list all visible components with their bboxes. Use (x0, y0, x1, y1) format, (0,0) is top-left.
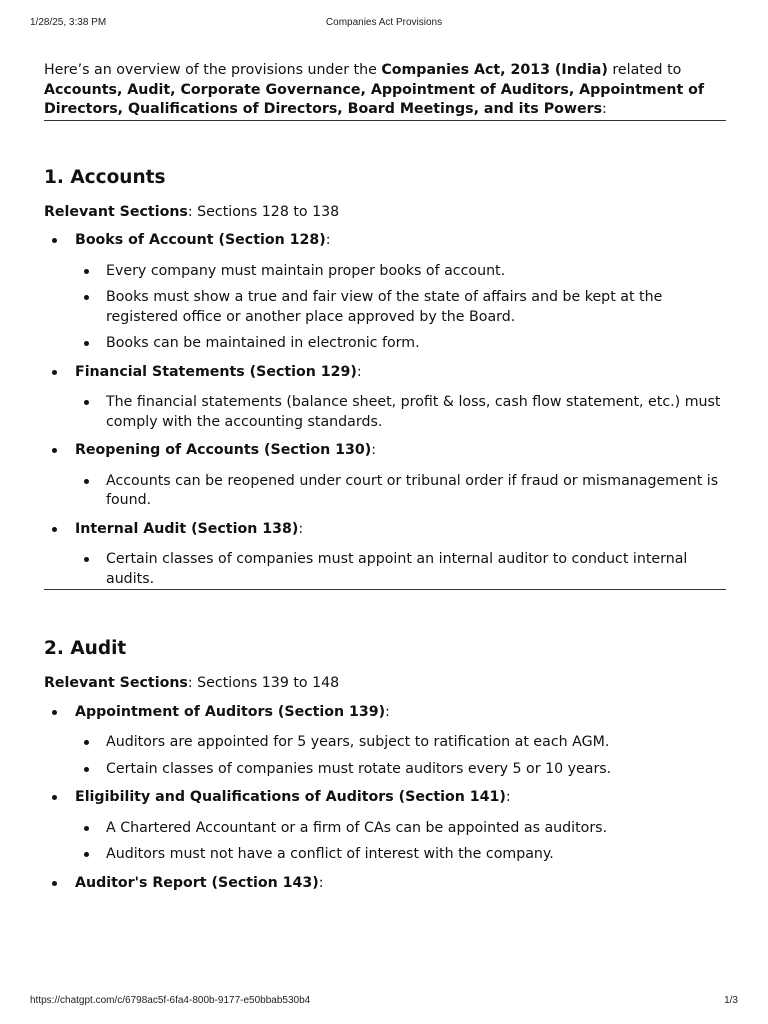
item-colon: : (385, 703, 390, 720)
item-colon: : (318, 874, 324, 891)
section-divider (44, 120, 726, 121)
sub-list (75, 393, 726, 432)
sub-list (75, 819, 726, 865)
intro-paragraph (44, 61, 726, 120)
item-title: Auditor's Report (Section 143) (75, 874, 319, 891)
section-heading-audit: 2. Audit (44, 638, 127, 659)
list-item (44, 363, 726, 433)
list-item (44, 231, 726, 354)
item-title: Financial Statements (Section 129) (75, 363, 357, 380)
item-colon: : (356, 363, 362, 380)
sub-list (75, 733, 726, 779)
section-divider (44, 589, 726, 590)
list-item: Every company must maintain proper books of account. (75, 262, 726, 282)
list-item: Auditors are appointed for 5 years, subject to ratification at each AGM. (75, 733, 726, 753)
list-item (44, 441, 726, 511)
list-item: Certain classes of companies must appoint an internal auditor to conduct internal audits. (75, 550, 726, 589)
print-footer (30, 995, 738, 1009)
audit-list (44, 703, 726, 894)
print-header (30, 17, 738, 31)
list-item: Books can be maintained in electronic form. (75, 334, 726, 354)
page-number: 1/3 (724, 995, 738, 1006)
item-colon: : (325, 232, 331, 248)
item-title: Appointment of Auditors (Section 139) (75, 703, 386, 720)
accounts-list (44, 231, 726, 589)
section-heading-accounts: 1. Accounts (44, 166, 166, 188)
list-item: Certain classes of companies must rotate auditors every 5 or 10 years. (75, 760, 726, 780)
item-title: Reopening of Accounts (Section 130) (75, 442, 372, 458)
list-item: Books must show a true and fair view of the state of affairs and be kept at the registered office or another place approved by the Board. (75, 288, 726, 327)
document-content (44, 61, 726, 893)
list-item (44, 874, 726, 894)
sub-list (75, 472, 726, 511)
relevant-value: : Sections 139 to 148 (187, 675, 340, 691)
sub-list (75, 550, 726, 589)
item-colon: : (371, 442, 377, 458)
relevant-value: : Sections 128 to 138 (187, 203, 340, 220)
intro-prefix: Here’s an overview of the provisions under the (44, 62, 382, 78)
intro-middle: related to (607, 62, 682, 78)
list-item: The financial statements (balance sheet, profit & loss, cash flow statement, etc.) must comply with the accounting standards. (75, 393, 726, 432)
list-item: A Chartered Accountant or a firm of CAs can be appointed as auditors. (75, 819, 726, 839)
list-item: Accounts can be reopened under court or tribunal order if fraud or mismanagement is found. (75, 472, 726, 511)
intro-suffix: : (602, 101, 607, 117)
item-colon: : (298, 520, 304, 537)
list-item (44, 520, 726, 590)
relevant-label: Relevant Sections (44, 675, 188, 691)
item-colon: : (505, 789, 511, 805)
relevant-sections-accounts (44, 203, 726, 223)
item-title: Internal Audit (Section 138) (75, 520, 299, 537)
relevant-label: Relevant Sections (44, 203, 188, 220)
list-item (44, 703, 726, 780)
intro-act-name: Companies Act, 2013 (India) (381, 62, 608, 78)
print-title: Companies Act Provisions (325, 17, 443, 28)
item-title: Books of Account (Section 128) (75, 232, 326, 248)
page-url: https://chatgpt.com/c/6798ac5f-6fa4-800b-9177-e50bbab530b4 (30, 995, 311, 1006)
sub-list (75, 262, 726, 354)
print-datetime: 1/28/25, 3:38 PM (30, 17, 107, 28)
list-item: Auditors must not have a conflict of interest with the company. (75, 845, 726, 865)
list-item (44, 788, 726, 865)
intro-topics: Accounts, Audit, Corporate Governance, Appointment of Auditors, Appointment of Directors, Qualifications of Directors, Board Meetings, and its Powers (44, 81, 705, 117)
relevant-sections-audit (44, 674, 726, 694)
item-title: Eligibility and Qualifications of Auditors (Section 141) (75, 789, 506, 805)
